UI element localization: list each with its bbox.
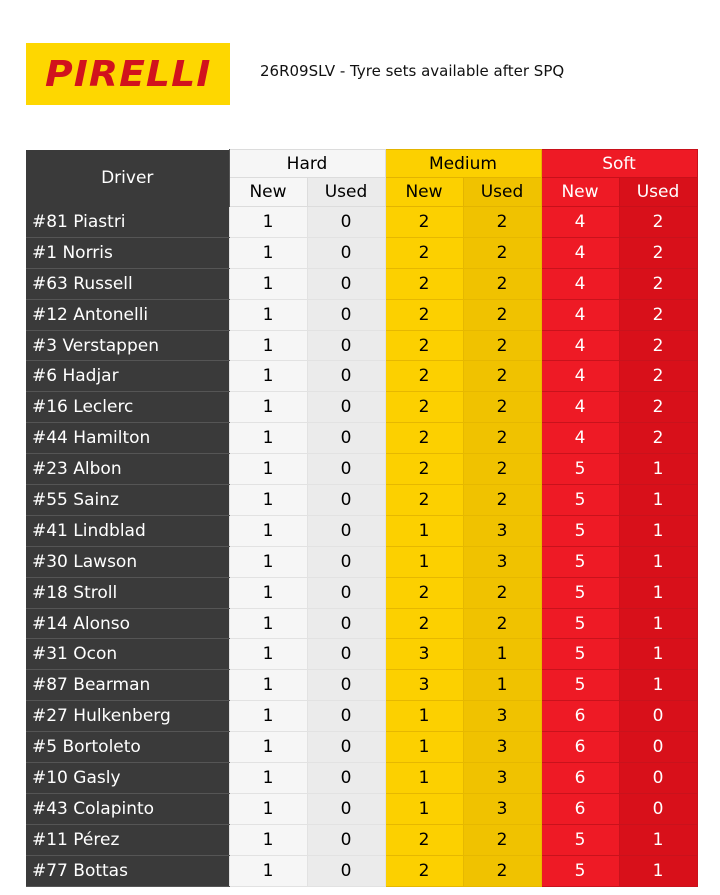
driver-name: #12 Antonelli: [26, 299, 229, 330]
hard-used-value: 0: [307, 454, 385, 485]
medium-used-value: 3: [463, 546, 541, 577]
soft-used-value: 2: [619, 268, 697, 299]
table-row: [26, 577, 697, 608]
table-row: [26, 639, 697, 670]
medium-new-value: 2: [385, 454, 463, 485]
soft-used-value: 1: [619, 454, 697, 485]
medium-new-value: 2: [385, 608, 463, 639]
soft-new-value: 4: [541, 330, 619, 361]
driver-name: #23 Albon: [26, 454, 229, 485]
soft-used-value: 1: [619, 515, 697, 546]
hard-new-value: 1: [229, 793, 307, 824]
medium-used-value: 1: [463, 639, 541, 670]
soft-used-value: 0: [619, 701, 697, 732]
hard-new-value: 1: [229, 701, 307, 732]
hard-used-value: 0: [307, 423, 385, 454]
medium-used-value: 2: [463, 824, 541, 855]
hard-used-value: 0: [307, 639, 385, 670]
hard-new-value: 1: [229, 515, 307, 546]
driver-name: #18 Stroll: [26, 577, 229, 608]
hard-new-value: 1: [229, 763, 307, 794]
hard-new-value: 1: [229, 824, 307, 855]
soft-new-value: 6: [541, 732, 619, 763]
hard-used-value: 0: [307, 732, 385, 763]
soft-used-value: 2: [619, 237, 697, 268]
medium-new-value: 2: [385, 855, 463, 886]
table-row: [26, 423, 697, 454]
medium-used-value: 2: [463, 608, 541, 639]
soft-new-value: 6: [541, 763, 619, 794]
hard-used-value: 0: [307, 670, 385, 701]
medium-new-value: 2: [385, 330, 463, 361]
table-row: [26, 793, 697, 824]
soft-new-header: New: [541, 178, 619, 207]
medium-used-value: 2: [463, 207, 541, 238]
medium-new-value: 1: [385, 546, 463, 577]
hard-new-value: 1: [229, 670, 307, 701]
driver-name: #55 Sainz: [26, 485, 229, 516]
medium-used-header: Used: [463, 178, 541, 207]
soft-used-value: 1: [619, 639, 697, 670]
medium-used-value: 1: [463, 670, 541, 701]
medium-new-value: 3: [385, 639, 463, 670]
table-row: [26, 330, 697, 361]
medium-new-value: 2: [385, 237, 463, 268]
hard-new-value: 1: [229, 268, 307, 299]
hard-used-value: 0: [307, 268, 385, 299]
table-row: [26, 237, 697, 268]
medium-used-value: 2: [463, 855, 541, 886]
soft-new-value: 5: [541, 670, 619, 701]
soft-new-value: 5: [541, 546, 619, 577]
medium-new-value: 1: [385, 793, 463, 824]
hard-used-value: 0: [307, 855, 385, 886]
soft-used-value: 2: [619, 207, 697, 238]
table-row: [26, 207, 697, 238]
medium-new-value: 2: [385, 392, 463, 423]
hard-new-value: 1: [229, 299, 307, 330]
hard-used-value: 0: [307, 824, 385, 855]
soft-used-value: 1: [619, 608, 697, 639]
medium-used-value: 2: [463, 423, 541, 454]
driver-column-header: Driver: [26, 150, 229, 207]
medium-used-value: 2: [463, 361, 541, 392]
table-body: [26, 207, 697, 887]
tyre-sets-table: [26, 149, 698, 887]
hard-used-value: 0: [307, 546, 385, 577]
hard-new-value: 1: [229, 330, 307, 361]
soft-new-value: 6: [541, 793, 619, 824]
driver-name: #1 Norris: [26, 237, 229, 268]
medium-new-header: New: [385, 178, 463, 207]
soft-new-value: 4: [541, 423, 619, 454]
hard-used-value: 0: [307, 608, 385, 639]
driver-name: #30 Lawson: [26, 546, 229, 577]
table-row: [26, 670, 697, 701]
soft-used-header: Used: [619, 178, 697, 207]
hard-used-value: 0: [307, 361, 385, 392]
hard-used-value: 0: [307, 330, 385, 361]
medium-used-value: 3: [463, 701, 541, 732]
soft-new-value: 5: [541, 577, 619, 608]
driver-name: #63 Russell: [26, 268, 229, 299]
table-row: [26, 454, 697, 485]
soft-new-value: 4: [541, 207, 619, 238]
hard-new-value: 1: [229, 392, 307, 423]
driver-name: #44 Hamilton: [26, 423, 229, 454]
driver-name: #77 Bottas: [26, 855, 229, 886]
hard-used-value: 0: [307, 515, 385, 546]
hard-used-value: 0: [307, 299, 385, 330]
soft-new-value: 4: [541, 392, 619, 423]
driver-name: #11 Pérez: [26, 824, 229, 855]
driver-name: #10 Gasly: [26, 763, 229, 794]
driver-name: #81 Piastri: [26, 207, 229, 238]
soft-used-value: 2: [619, 361, 697, 392]
table-row: [26, 824, 697, 855]
soft-header: Soft: [541, 150, 697, 178]
soft-used-value: 2: [619, 330, 697, 361]
driver-name: #27 Hulkenberg: [26, 701, 229, 732]
soft-used-value: 1: [619, 824, 697, 855]
soft-new-value: 4: [541, 299, 619, 330]
medium-used-value: 2: [463, 454, 541, 485]
soft-used-value: 0: [619, 763, 697, 794]
soft-used-value: 2: [619, 423, 697, 454]
hard-used-value: 0: [307, 793, 385, 824]
medium-new-value: 2: [385, 485, 463, 516]
medium-new-value: 2: [385, 577, 463, 608]
driver-name: #3 Verstappen: [26, 330, 229, 361]
hard-used-value: 0: [307, 485, 385, 516]
soft-new-value: 4: [541, 361, 619, 392]
hard-new-value: 1: [229, 546, 307, 577]
table-row: [26, 701, 697, 732]
hard-used-value: 0: [307, 207, 385, 238]
driver-name: #31 Ocon: [26, 639, 229, 670]
soft-new-value: 4: [541, 268, 619, 299]
medium-used-value: 3: [463, 732, 541, 763]
medium-used-value: 3: [463, 763, 541, 794]
logo-text: PIRELLI: [44, 53, 212, 95]
soft-new-value: 5: [541, 855, 619, 886]
medium-new-value: 1: [385, 515, 463, 546]
table-row: [26, 268, 697, 299]
table-row: [26, 392, 697, 423]
hard-used-value: 0: [307, 577, 385, 608]
hard-new-value: 1: [229, 732, 307, 763]
medium-new-value: 2: [385, 207, 463, 238]
hard-new-value: 1: [229, 454, 307, 485]
soft-new-value: 5: [541, 454, 619, 485]
medium-new-value: 3: [385, 670, 463, 701]
soft-new-value: 5: [541, 639, 619, 670]
medium-used-value: 2: [463, 392, 541, 423]
medium-new-value: 2: [385, 299, 463, 330]
pirelli-logo: [26, 43, 230, 105]
hard-new-value: 1: [229, 639, 307, 670]
driver-name: #5 Bortoleto: [26, 732, 229, 763]
soft-used-value: 1: [619, 855, 697, 886]
hard-used-value: 0: [307, 763, 385, 794]
table-row: [26, 732, 697, 763]
medium-new-value: 1: [385, 701, 463, 732]
soft-new-value: 6: [541, 701, 619, 732]
soft-used-value: 1: [619, 577, 697, 608]
medium-used-value: 3: [463, 793, 541, 824]
soft-used-value: 0: [619, 732, 697, 763]
soft-used-value: 1: [619, 485, 697, 516]
driver-name: #43 Colapinto: [26, 793, 229, 824]
medium-used-value: 2: [463, 577, 541, 608]
hard-new-value: 1: [229, 207, 307, 238]
hard-new-value: 1: [229, 608, 307, 639]
medium-new-value: 2: [385, 824, 463, 855]
soft-used-value: 1: [619, 670, 697, 701]
table-row: [26, 485, 697, 516]
hard-new-value: 1: [229, 423, 307, 454]
hard-new-value: 1: [229, 237, 307, 268]
medium-new-value: 2: [385, 268, 463, 299]
medium-new-value: 1: [385, 763, 463, 794]
page-title: 26R09SLV - Tyre sets available after SPQ: [260, 62, 565, 80]
driver-name: #6 Hadjar: [26, 361, 229, 392]
soft-used-value: 2: [619, 299, 697, 330]
table-row: [26, 608, 697, 639]
medium-used-value: 2: [463, 485, 541, 516]
table-row: [26, 763, 697, 794]
hard-new-value: 1: [229, 855, 307, 886]
medium-new-value: 1: [385, 732, 463, 763]
hard-new-value: 1: [229, 485, 307, 516]
hard-new-value: 1: [229, 361, 307, 392]
table-row: [26, 515, 697, 546]
hard-used-value: 0: [307, 237, 385, 268]
soft-used-value: 0: [619, 793, 697, 824]
soft-new-value: 5: [541, 824, 619, 855]
soft-new-value: 4: [541, 237, 619, 268]
hard-new-value: 1: [229, 577, 307, 608]
hard-new-header: New: [229, 178, 307, 207]
driver-name: #16 Leclerc: [26, 392, 229, 423]
table-row: [26, 546, 697, 577]
table-row: [26, 299, 697, 330]
medium-new-value: 2: [385, 361, 463, 392]
driver-name: #41 Lindblad: [26, 515, 229, 546]
hard-used-header: Used: [307, 178, 385, 207]
soft-new-value: 5: [541, 515, 619, 546]
driver-name: #14 Alonso: [26, 608, 229, 639]
medium-used-value: 2: [463, 237, 541, 268]
table-row: [26, 361, 697, 392]
hard-used-value: 0: [307, 392, 385, 423]
medium-used-value: 2: [463, 268, 541, 299]
table-row: [26, 855, 697, 886]
soft-used-value: 2: [619, 392, 697, 423]
hard-used-value: 0: [307, 701, 385, 732]
soft-new-value: 5: [541, 608, 619, 639]
medium-header: Medium: [385, 150, 541, 178]
medium-used-value: 2: [463, 299, 541, 330]
hard-header: Hard: [229, 150, 385, 178]
soft-used-value: 1: [619, 546, 697, 577]
medium-used-value: 2: [463, 330, 541, 361]
soft-new-value: 5: [541, 485, 619, 516]
driver-name: #87 Bearman: [26, 670, 229, 701]
medium-new-value: 2: [385, 423, 463, 454]
medium-used-value: 3: [463, 515, 541, 546]
